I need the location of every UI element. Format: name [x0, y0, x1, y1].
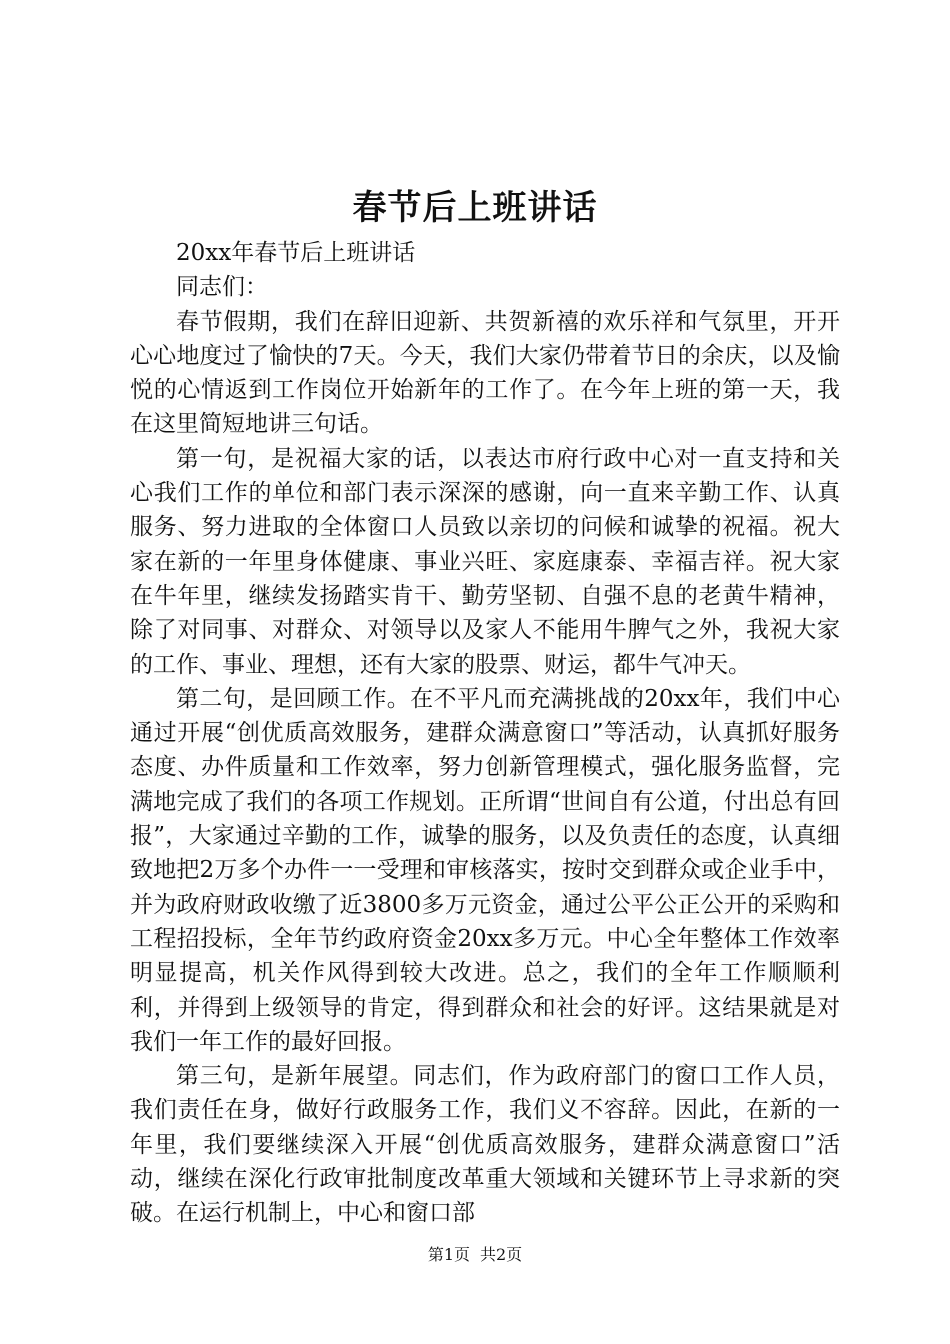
- document-subtitle: 20xx年春节后上班讲话: [176, 240, 416, 266]
- page-footer: [0, 1243, 950, 1267]
- page-number-current: 第1页: [427, 1245, 470, 1264]
- paragraph: 第三句，是新年展望。同志们，作为政府部门的窗口工作人员，我们责任在身，做好行政服务工作，我们义不容辞。因此，在新的一年里，我们要继续深入开展“创优质高效服务，建群众满意窗口”活动，继续在深化行政审批制度改革重大领域和关键环节上寻求新的突破。在运行机制上，中心和窗口部: [130, 1063, 840, 1227]
- page-number-total: 共2页: [480, 1245, 523, 1264]
- paragraph: 第二句，是回顾工作。在不平凡而充满挑战的20xx年，我们中心通过开展“创优质高效服务，建群众满意窗口”等活动，认真抓好服务态度、办件质量和工作效率，努力创新管理模式，强化服务监督，完满地完成了我们的各项工作规划。正所谓“世间自有公道，付出总有回报”，大家通过辛勤的工作，诚挚的服务，以及负责任的态度，认真细致地把2万多个办件一一受理和审核落实，按时交到群众或企业手中，并为政府财政收缴了近3800多万元资金，通过公平公正公开的采购和工程招投标，全年节约政府资金20xx多万元。中心全年整体工作效率明显提高，机关作风得到较大改进。总之，我们的全年工作顺顺利利，并得到上级领导的肯定，得到群众和社会的好评。这结果就是对我们一年工作的最好回报。: [130, 685, 840, 1055]
- document-body: [130, 236, 840, 1231]
- paragraph: 第一句，是祝福大家的话，以表达市府行政中心对一直支持和关心我们工作的单位和部门表示深深的感谢，向一直来辛勤工作、认真服务、努力进取的全体窗口人员致以亲切的问候和诚挚的祝福。祝大家在新的一年里身体健康、事业兴旺、家庭康泰、幸福吉祥。祝大家在牛年里，继续发扬踏实肯干、勤劳坚韧、自强不息的老黄牛精神，除了对同事、对群众、对领导以及家人不能用牛脾气之外，我祝大家的工作、事业、理想，还有大家的股票、财运，都牛气冲天。: [130, 445, 840, 678]
- paragraph: 春节假期，我们在辞旧迎新、共贺新禧的欢乐祥和气氛里，开开心心地度过了愉快的7天。今天，我们大家仍带着节日的余庆，以及愉悦的心情返到工作岗位开始新年的工作了。在今年上班的第一天，我在这里简短地讲三句话。: [130, 308, 840, 438]
- salutation: 同志们：: [176, 274, 268, 301]
- document-title: 春节后上班讲话: [352, 188, 598, 228]
